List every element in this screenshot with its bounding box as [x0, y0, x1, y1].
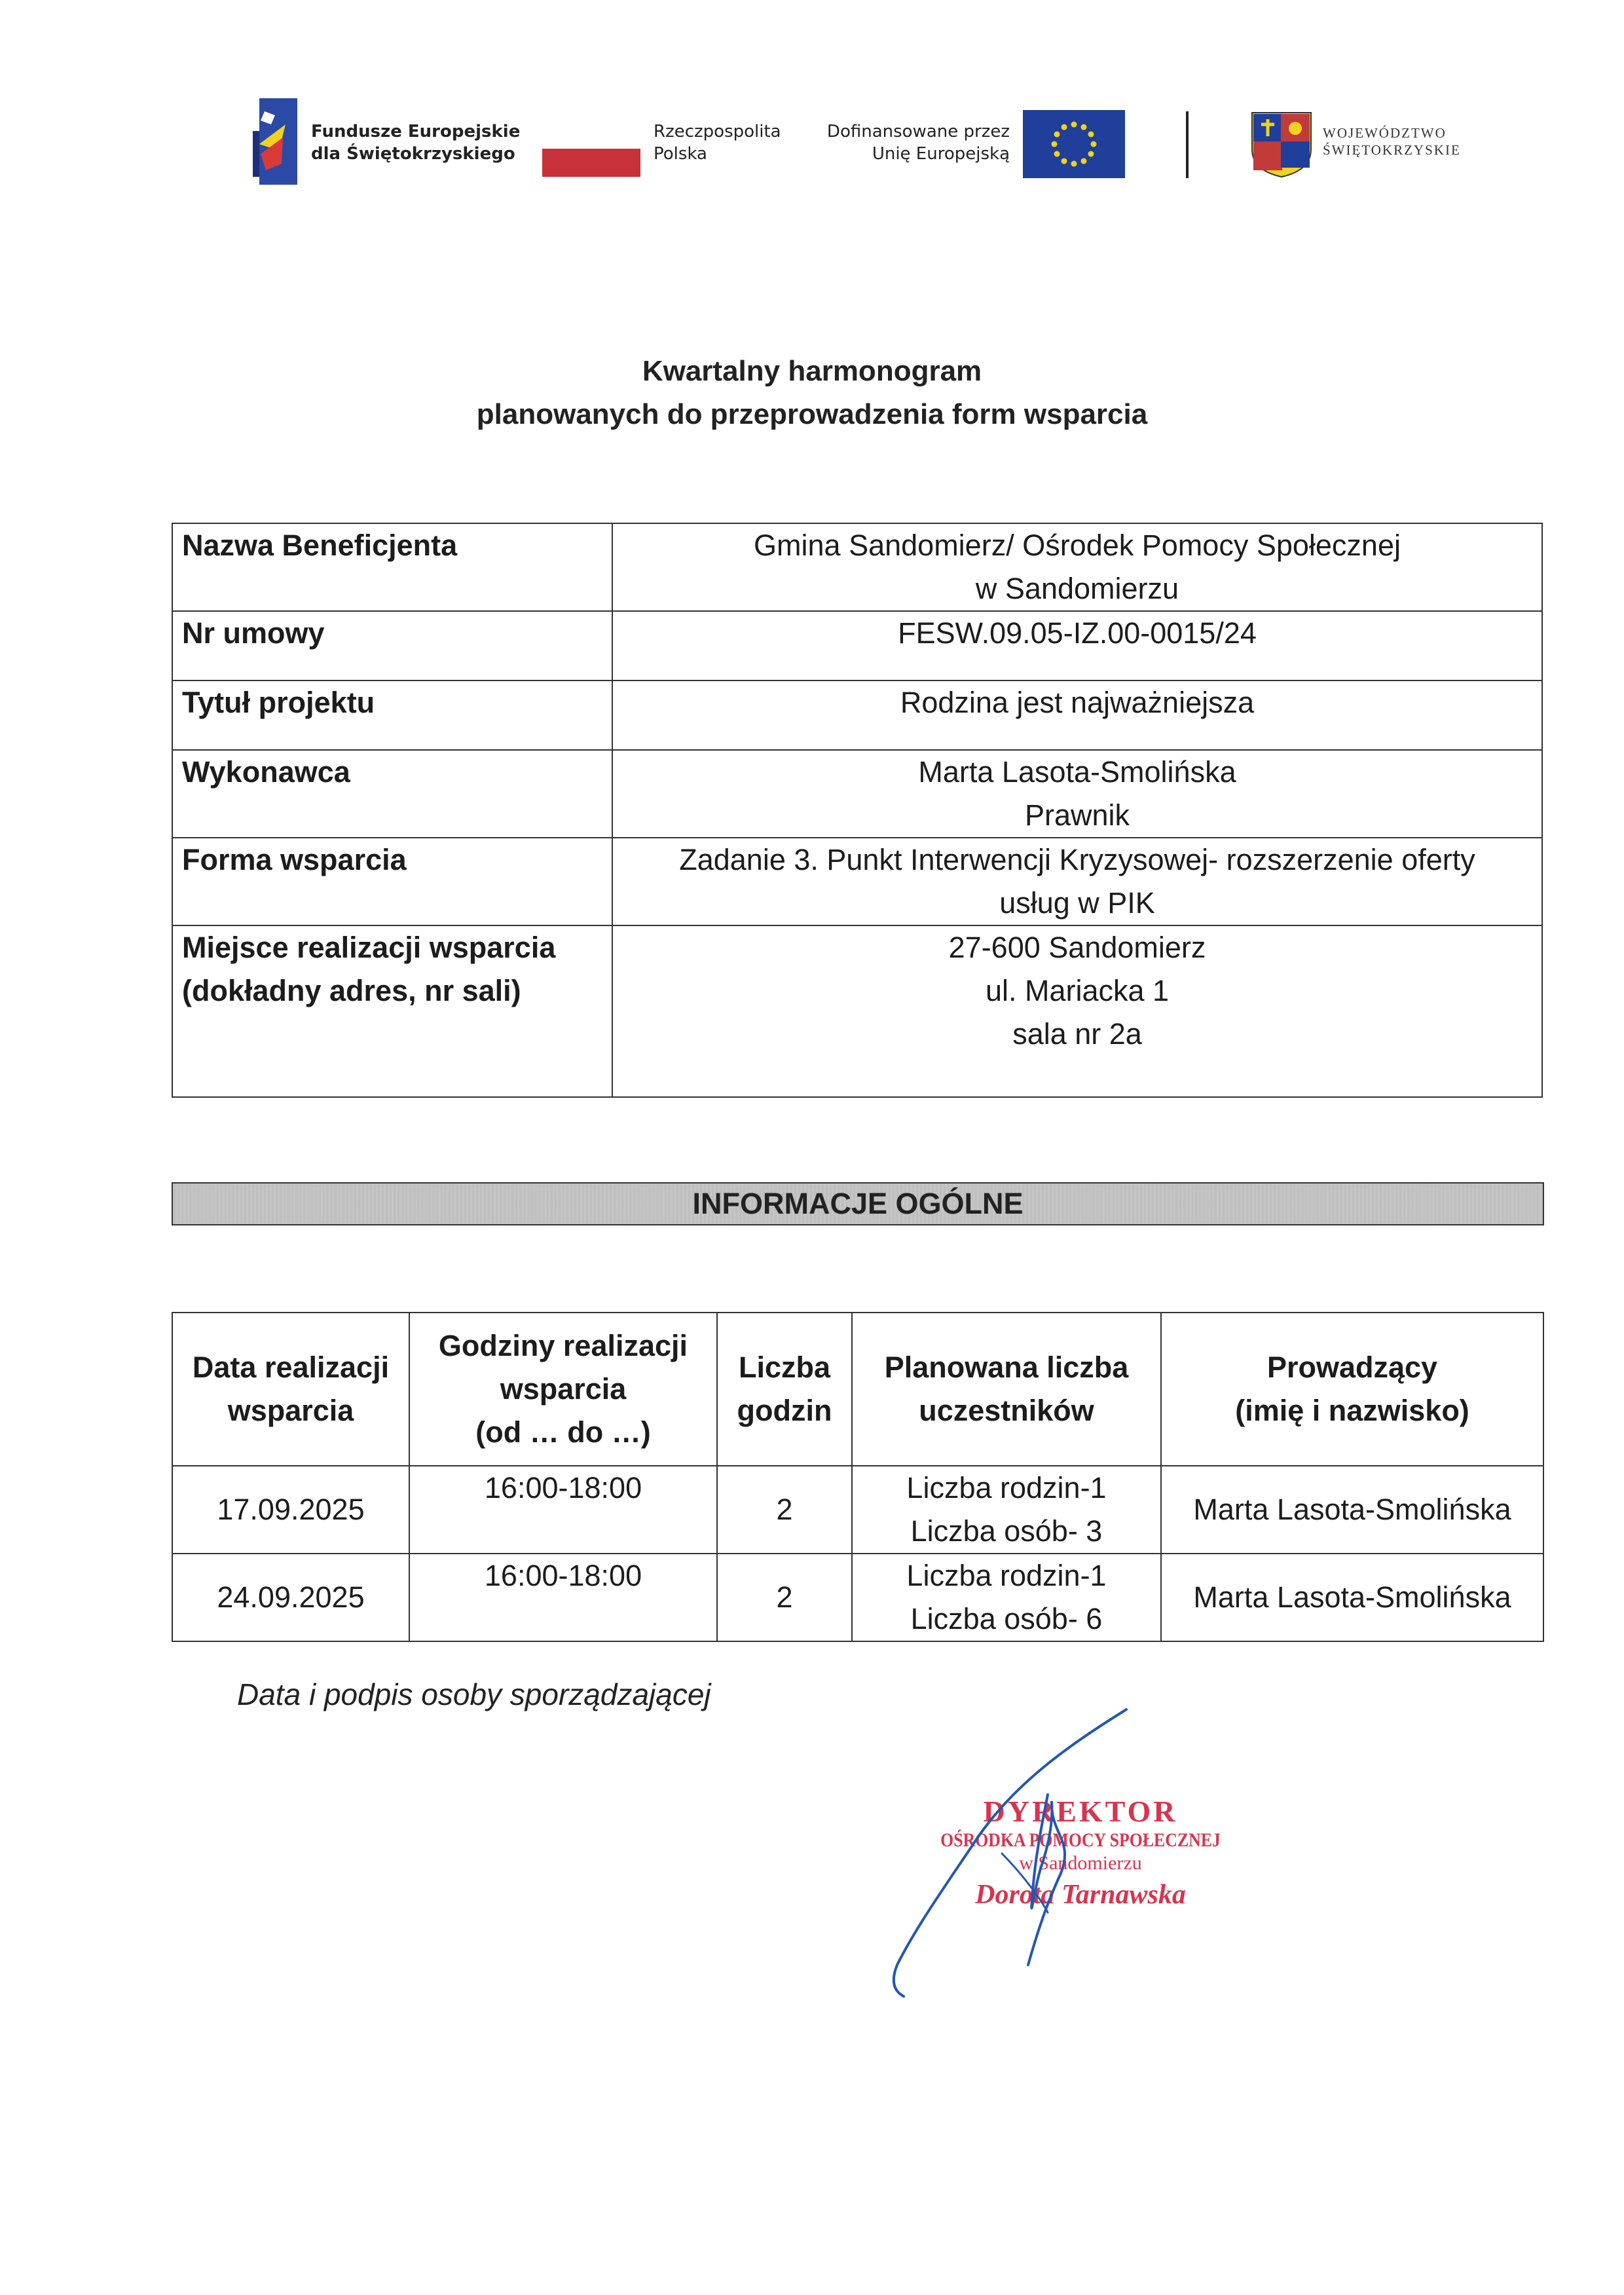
- info-label: Miejsce realizacji wsparcia (dokładny adres, nr sali): [172, 925, 612, 1097]
- cell-lead: Marta Lasota-Smolińska: [1161, 1466, 1543, 1554]
- schedule-header-row: [172, 1313, 1543, 1466]
- table-row: [172, 1466, 1543, 1554]
- stamp-line-3: w Sandomierzu: [1019, 1852, 1142, 1874]
- eu-star-icon: [1052, 141, 1058, 147]
- title-line-2: planowanych do przeprowadzenia form wsparcia: [476, 398, 1148, 430]
- info-value: 27-600 Sandomierz ul. Mariacka 1 sala nr 2a: [612, 925, 1542, 1097]
- info-label: Wykonawca: [172, 750, 612, 838]
- eu-star-icon: [1071, 122, 1077, 128]
- column-header-hours: Godziny realizacji wsparcia (od … do …): [409, 1313, 717, 1466]
- column-header-lead: Prowadzący (imię i nazwisko): [1161, 1313, 1543, 1466]
- logo-divider: [1186, 111, 1189, 178]
- cell-participants: Liczba rodzin-1 Liczba osób- 3: [852, 1466, 1161, 1554]
- info-label: Nazwa Beneficjenta: [172, 523, 612, 611]
- cell-hour-count: 2: [717, 1466, 852, 1554]
- eu-star-icon: [1081, 158, 1087, 164]
- eu-star-icon: [1054, 132, 1060, 138]
- eu-star-icon: [1061, 124, 1067, 130]
- title-line-1: Kwartalny harmonogram: [642, 355, 982, 387]
- eu-star-icon: [1088, 132, 1094, 138]
- column-header-hour-count: Liczba godzin: [717, 1313, 852, 1466]
- eu-star-icon: [1054, 151, 1060, 157]
- table-row: [172, 1554, 1543, 1641]
- eu-star-icon: [1091, 141, 1097, 147]
- eu-flag-icon: [1023, 110, 1125, 178]
- cell-hour-count: 2: [717, 1554, 852, 1641]
- handwritten-signature-icon: [877, 1703, 1153, 2004]
- eu-star-icon: [1088, 151, 1094, 157]
- project-info-table: [172, 523, 1543, 1098]
- info-row-contractor: [172, 750, 1542, 838]
- cell-date: 24.09.2025: [172, 1554, 409, 1641]
- wojewodztwo-swietokrzyskie-label: WOJEWÓDZTWO ŚWIĘTOKRZYSKIE: [1323, 125, 1461, 158]
- signature-caption: Data i podpis osoby sporządzającej: [237, 1677, 711, 1711]
- cell-hours: 16:00-18:00: [409, 1554, 717, 1641]
- eu-star-icon: [1081, 124, 1087, 130]
- info-row-location: [172, 925, 1542, 1097]
- info-label: Forma wsparcia: [172, 838, 612, 925]
- polish-flag-icon: [542, 121, 640, 179]
- eu-star-icon: [1061, 158, 1067, 164]
- info-row-contract-number: [172, 611, 1542, 681]
- info-label: Nr umowy: [172, 611, 612, 681]
- info-row-beneficiary: [172, 523, 1542, 611]
- info-value: Zadanie 3. Punkt Interwencji Kryzysowej- rozszerzenie oferty usług w PIK: [612, 838, 1542, 925]
- eu-funding-caption: Dofinansowane przez Unię Europejską: [826, 122, 1010, 164]
- info-row-support-form: [172, 838, 1542, 925]
- column-header-date: Data realizacji wsparcia: [172, 1313, 409, 1466]
- cell-hours: 16:00-18:00: [409, 1466, 717, 1554]
- column-header-participants: Planowana liczba uczestników: [852, 1313, 1161, 1466]
- schedule-table: [172, 1312, 1544, 1642]
- info-value: Gmina Sandomierz/ Ośrodek Pomocy Społecznej w Sandomierzu: [612, 523, 1542, 611]
- fundusze-europejskie-logo-icon: [253, 98, 300, 186]
- cell-date: 17.09.2025: [172, 1466, 409, 1554]
- stamp-line-1: DYREKTOR: [983, 1795, 1178, 1828]
- cell-participants: Liczba rodzin-1 Liczba osób- 6: [852, 1554, 1161, 1641]
- fundusze-europejskie-label: Fundusze Europejskie dla Świętokrzyskiego: [311, 122, 521, 164]
- eu-star-icon: [1071, 161, 1077, 167]
- cell-lead: Marta Lasota-Smolińska: [1161, 1554, 1543, 1641]
- info-label: Tytuł projektu: [172, 681, 612, 750]
- stamp-line-4: Dorota Tarnawska: [975, 1880, 1186, 1910]
- document-title: [0, 350, 1624, 436]
- rzeczpospolita-polska-label: Rzeczpospolita Polska: [654, 122, 781, 164]
- info-row-project-title: [172, 681, 1542, 750]
- swietokrzyskie-coat-of-arms-icon: [1249, 110, 1314, 178]
- info-value: FESW.09.05-IZ.00-0015/24: [612, 611, 1542, 681]
- stamp-line-2: OŚRODKA POMOCY SPOŁECZNEJ: [940, 1829, 1221, 1851]
- info-value: Marta Lasota-Smolińska Prawnik: [612, 750, 1542, 838]
- info-value: Rodzina jest najważniejsza: [612, 681, 1542, 750]
- general-info-banner: INFORMACJE OGÓLNE: [172, 1182, 1544, 1225]
